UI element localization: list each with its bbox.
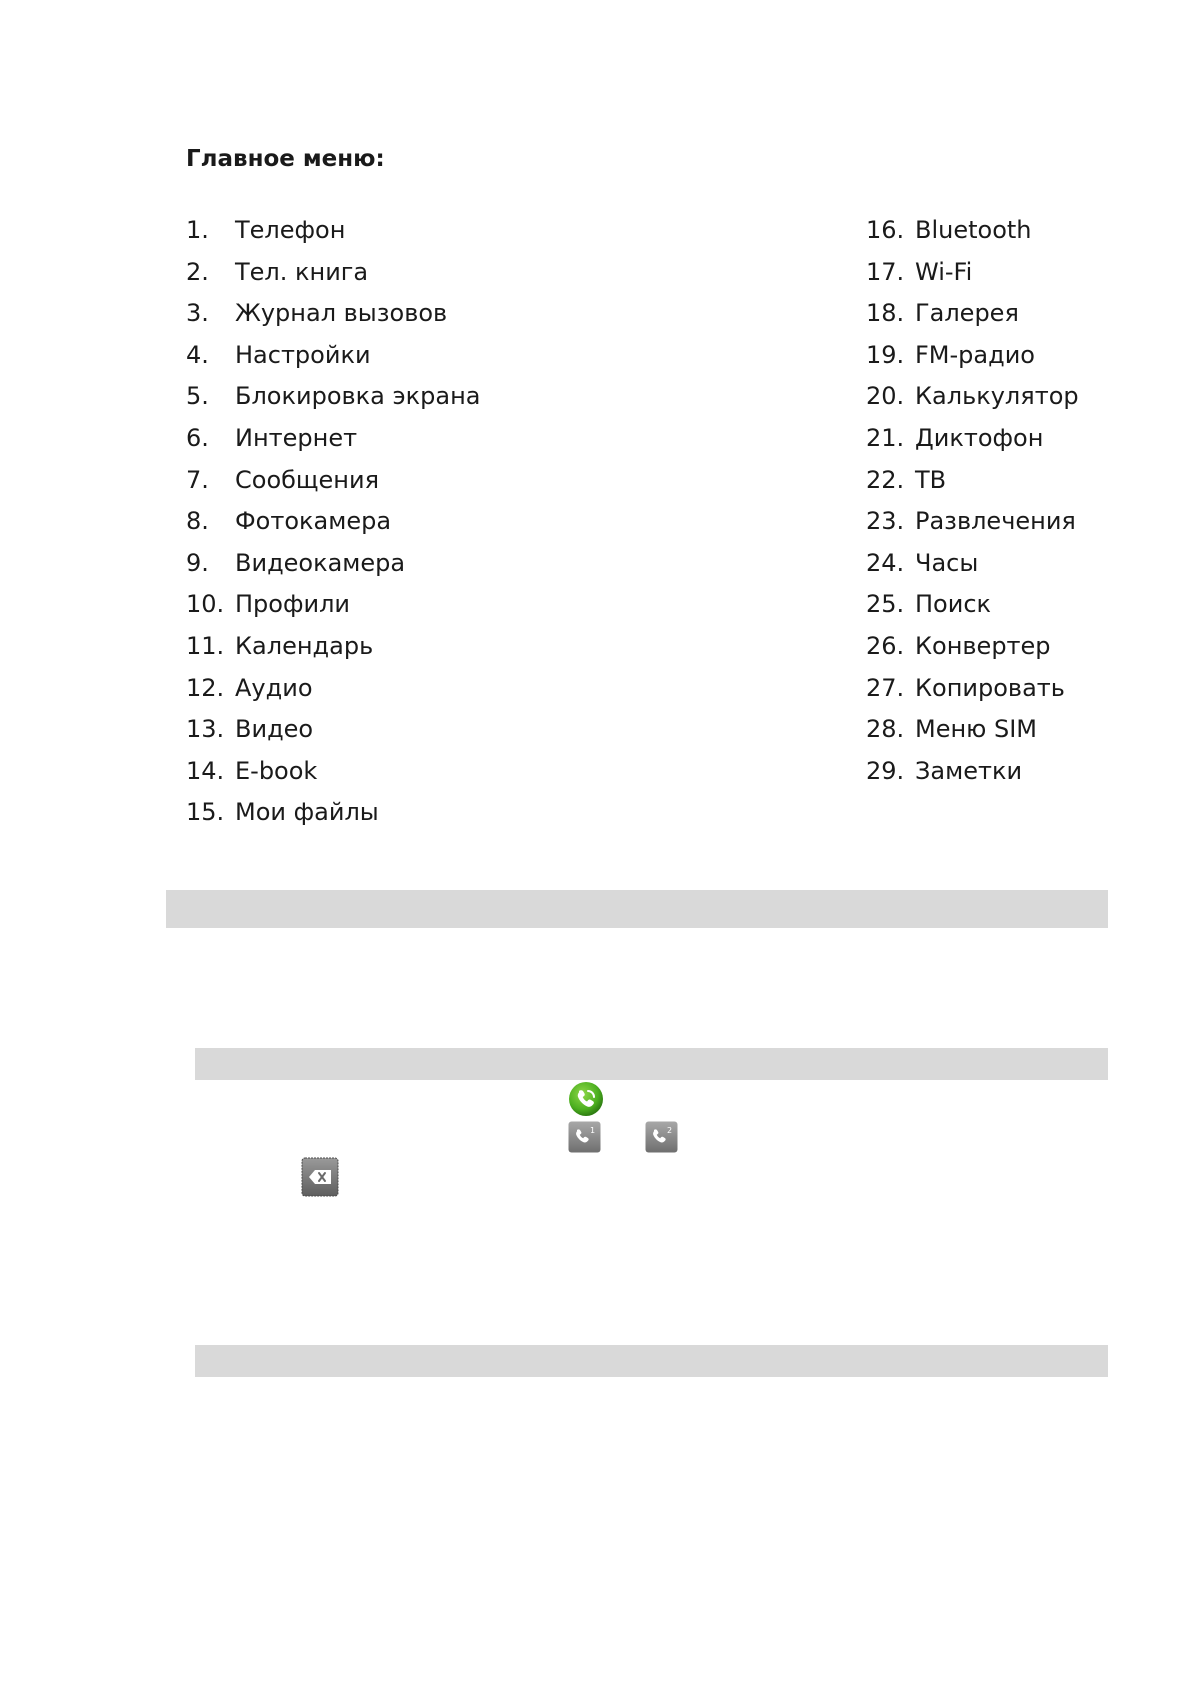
- menu-item-label: Видеокамера: [235, 548, 406, 577]
- menu-item-label: Часы: [915, 548, 979, 577]
- menu-item-label: FM-радио: [915, 340, 1035, 369]
- menu-item-number: 26.: [866, 631, 905, 660]
- menu-item: [186, 668, 480, 710]
- menu-item-number: 3.: [186, 299, 209, 328]
- page-heading: Главное меню:: [186, 146, 385, 172]
- menu-item: [186, 418, 480, 460]
- menu-item-number: 2.: [186, 257, 209, 286]
- menu-item-label: Копировать: [915, 673, 1065, 702]
- menu-item-label: Галерея: [915, 299, 1019, 328]
- menu-item-label: Меню SIM: [915, 715, 1038, 744]
- menu-item-label: Bluetooth: [915, 216, 1032, 244]
- menu-item-label: ТВ: [915, 465, 947, 494]
- section-bar: [166, 890, 1108, 928]
- menu-item: [186, 210, 480, 252]
- menu-list-left: [186, 210, 480, 834]
- menu-item-number: 11.: [186, 631, 225, 660]
- menu-item-number: 6.: [186, 423, 209, 452]
- menu-item: [866, 584, 1079, 626]
- menu-item-number: 21.: [866, 423, 905, 452]
- menu-item-label: Диктофон: [915, 423, 1044, 452]
- menu-item: [186, 709, 480, 751]
- menu-item: [186, 543, 480, 585]
- menu-item-label: Wi-Fi: [915, 257, 973, 286]
- menu-item: [186, 376, 480, 418]
- menu-item-number: 29.: [866, 756, 905, 785]
- menu-item: [866, 668, 1079, 710]
- sim2-call-icon: [645, 1121, 678, 1153]
- section-bar: [195, 1345, 1108, 1377]
- section-bar: [195, 1048, 1108, 1080]
- menu-item-label: Заметки: [915, 756, 1023, 785]
- menu-item-number: 4.: [186, 340, 209, 369]
- menu-item-number: 16.: [866, 216, 905, 244]
- menu-item: [186, 252, 480, 294]
- menu-item: [186, 626, 480, 668]
- menu-item-number: 18.: [866, 299, 905, 328]
- menu-item: [866, 543, 1079, 585]
- menu-item-label: Тел. книга: [235, 257, 369, 286]
- menu-item: [866, 751, 1079, 793]
- menu-item-label: Настройки: [235, 340, 371, 369]
- menu-item-label: Журнал вызовов: [235, 299, 448, 328]
- menu-item: [866, 252, 1079, 294]
- menu-item-number: 17.: [866, 257, 905, 286]
- menu-item: [866, 460, 1079, 502]
- menu-item-number: 1.: [186, 216, 209, 244]
- menu-item: [866, 376, 1079, 418]
- menu-item-number: 9.: [186, 548, 209, 577]
- menu-item: [186, 751, 480, 793]
- delete-icon: [301, 1157, 339, 1197]
- menu-item: [186, 335, 480, 377]
- menu-list-right: [866, 210, 1079, 792]
- menu-item: [186, 293, 480, 335]
- menu-item-number: 14.: [186, 756, 225, 785]
- menu-item-label: Аудио: [235, 673, 313, 702]
- menu-item-label: Сообщения: [235, 465, 380, 494]
- menu-item-number: 22.: [866, 465, 905, 494]
- menu-item-label: Фотокамера: [235, 507, 392, 536]
- menu-item-number: 5.: [186, 382, 209, 411]
- menu-item: [866, 709, 1079, 751]
- menu-item-number: 8.: [186, 507, 209, 536]
- menu-item-number: 12.: [186, 673, 225, 702]
- menu-item-label: Калькулятор: [915, 382, 1079, 411]
- menu-item: [866, 335, 1079, 377]
- menu-item-label: E-book: [235, 756, 318, 785]
- menu-item-label: Мои файлы: [235, 798, 379, 827]
- menu-item-label: Интернет: [235, 423, 358, 452]
- menu-item: [186, 460, 480, 502]
- menu-item: [186, 501, 480, 543]
- menu-item-number: 23.: [866, 507, 905, 536]
- menu-item-label: Конвертер: [915, 631, 1051, 660]
- menu-item-number: 15.: [186, 798, 225, 827]
- menu-item: [186, 584, 480, 626]
- svg-text:1: 1: [590, 1126, 596, 1135]
- menu-item: [866, 418, 1079, 460]
- menu-item: [866, 293, 1079, 335]
- menu-item-label: Поиск: [915, 590, 992, 619]
- menu-item: [866, 501, 1079, 543]
- phone-call-icon: [568, 1081, 604, 1117]
- menu-item-number: 19.: [866, 340, 905, 369]
- menu-item-label: Развлечения: [915, 507, 1076, 536]
- menu-item-number: 24.: [866, 548, 905, 577]
- svg-text:2: 2: [667, 1126, 673, 1135]
- menu-item-label: Видео: [235, 715, 314, 744]
- menu-item: [866, 626, 1079, 668]
- menu-item-number: 25.: [866, 590, 905, 619]
- menu-item-number: 13.: [186, 715, 225, 744]
- menu-item-number: 27.: [866, 673, 905, 702]
- menu-item-number: 20.: [866, 382, 905, 411]
- menu-item: [866, 210, 1079, 252]
- menu-item: [186, 792, 480, 834]
- menu-item-label: Календарь: [235, 631, 374, 660]
- menu-item-number: 28.: [866, 715, 905, 744]
- menu-item-number: 10.: [186, 590, 225, 619]
- menu-item-label: Профили: [235, 590, 351, 619]
- menu-item-label: Блокировка экрана: [235, 382, 481, 411]
- menu-item-number: 7.: [186, 465, 209, 494]
- sim1-call-icon: [568, 1121, 601, 1153]
- menu-item-label: Телефон: [235, 216, 346, 244]
